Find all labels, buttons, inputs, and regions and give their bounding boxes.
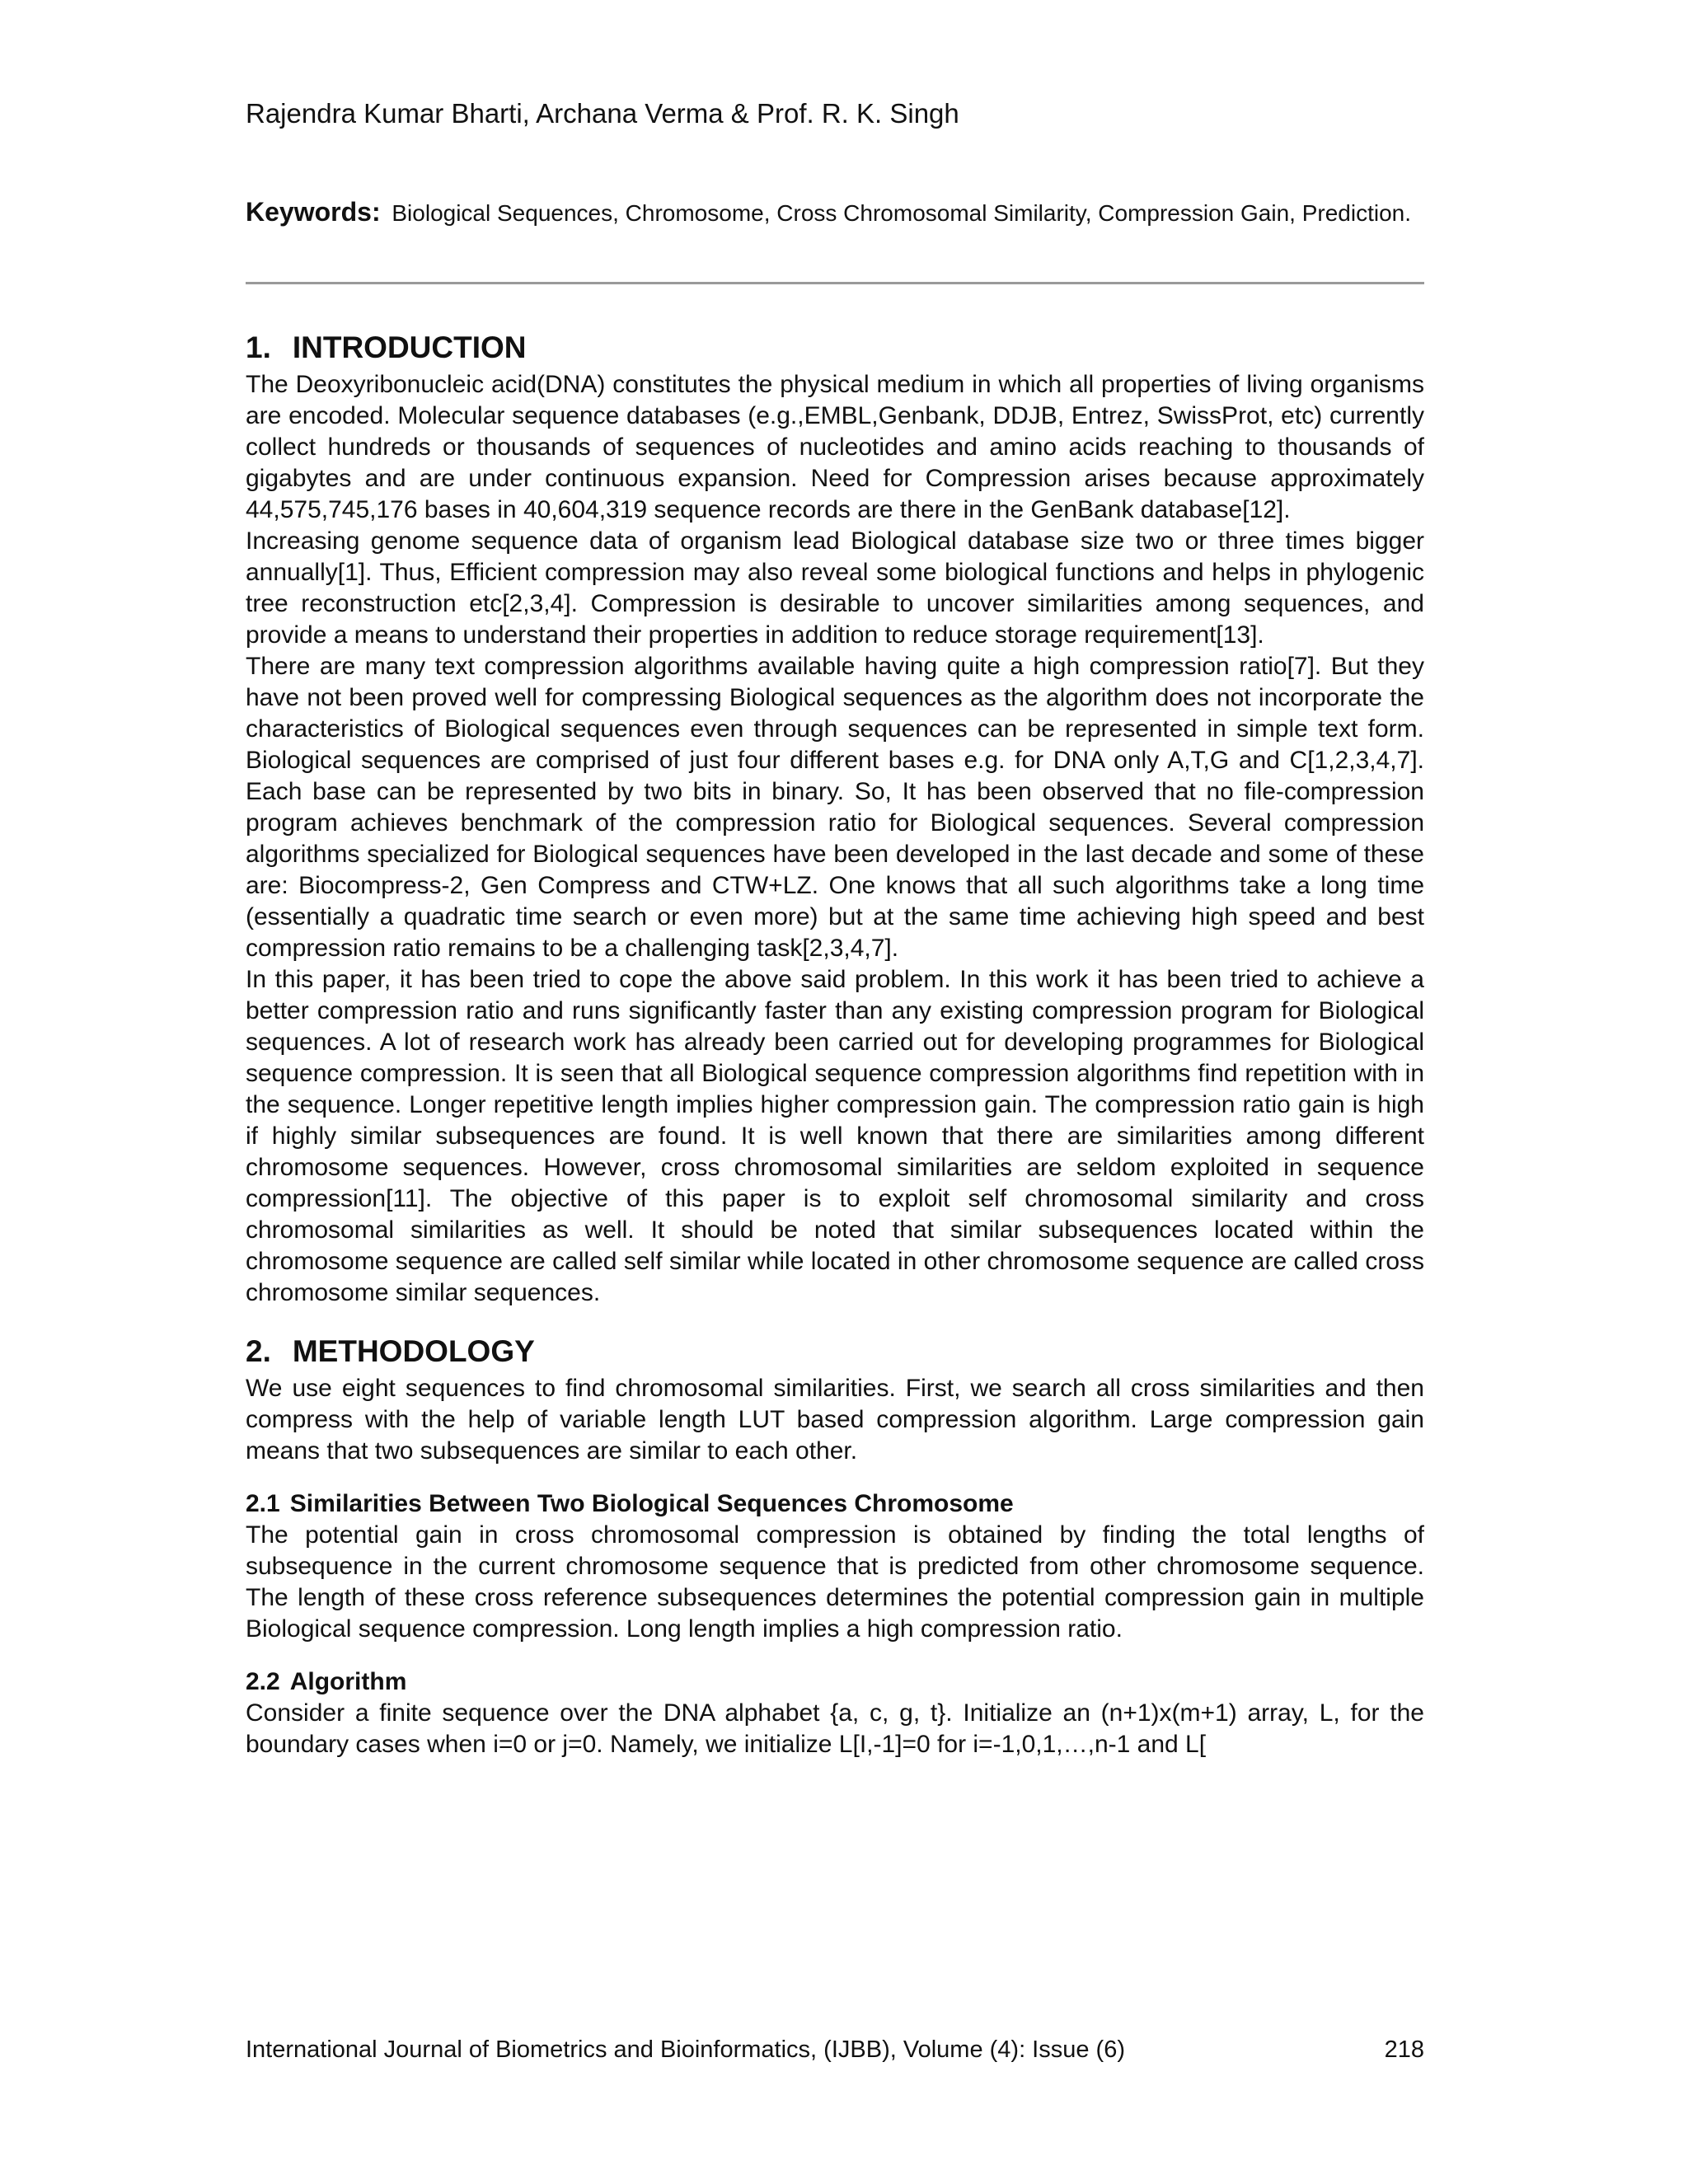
section-heading-introduction — [246, 326, 1424, 369]
subsection-heading-algorithm — [246, 1666, 1424, 1698]
algorithm-paragraph: Consider a finite sequence over the DNA alphabet {a, c, g, t}. Initialize an (n+1)x(m+1) array, L, for the boundary cases when i=0 or j=0. Namely, we initialize L[I,-1]=0 for i=-1,0,1,…,n-1 and L[ — [246, 1699, 1424, 1758]
keywords-block — [246, 196, 1424, 229]
intro-paragraph-4: In this paper, it has been tried to cope the above said problem. In this work it has been tried to achieve a better compression ratio and runs significantly faster than any existing compression program for Biological sequences. A lot of research work has already been carried out for developing programmes for Biological sequence compression. It is seen that all Biological sequence compression algorithms find repetition with in the sequence. Longer repetitive length implies higher compression gain. The compression ratio gain is high if highly similar subsequences are found. It is well known that there are similarities among different chromosome sequences. However, cross chromosomal similarities are seldom exploited in sequence compression[11]. The objective of this paper is to exploit self chromosomal similarity and cross chromosomal similarities as well. It should be noted that similar subsequences located within the chromosome sequence are called self similar while located in other chromosome sequence are called cross chromosome similar sequences. — [246, 966, 1424, 1306]
keywords-label: Keywords: — [246, 197, 381, 227]
subsection-spacer — [246, 1467, 1424, 1488]
methodology-paragraph: We use eight sequences to find chromosomal similarities. First, we search all cross similarities and then compress with the help of variable length LUT based compression algorithm. Large compression gain means that two subsequences are similar to each other. — [246, 1375, 1424, 1465]
page-number: 218 — [1384, 2036, 1424, 2063]
section-heading-methodology — [246, 1330, 1424, 1373]
section-title: METHODOLOGY — [292, 1334, 535, 1368]
subsection-spacer — [246, 1645, 1424, 1666]
section-number: 2. — [246, 1334, 271, 1368]
intro-paragraph-1: The Deoxyribonucleic acid(DNA) constitutes the physical medium in which all properties of living organisms are encoded. Molecular sequence databases (e.g.,EMBL,Genbank, DDJB, Entrez, SwissProt, etc) currently collect hundreds or thousands of sequences of nucleotides and amino acids reaching to thousands of gigabytes and are under continuous expansion. Need for Compression arises because approximately 44,575,745,176 bases in 40,604,319 sequence records are there in the GenBank database[12]. — [246, 371, 1424, 523]
header-divider — [246, 282, 1424, 284]
keywords-text: Biological Sequences, Chromosome, Cross Chromosomal Similarity, Compression Gain, Prediction. — [392, 200, 1411, 226]
subsection-number: 2.1 — [246, 1490, 280, 1517]
subsection-heading-similarities — [246, 1488, 1424, 1520]
section-title: INTRODUCTION — [292, 330, 527, 364]
similarities-paragraph: The potential gain in cross chromosomal compression is obtained by finding the total lengths of subsequence in the current chromosome sequence that is predicted from other chromosome sequence. The length of these cross reference subsequences determines the potential compression gain in multiple Biological sequence compression. Long length implies a high compression ratio. — [246, 1521, 1424, 1643]
footer-journal-citation: International Journal of Biometrics and Bioinformatics, (IJBB), Volume (4): Issue (6) — [246, 2036, 1125, 2063]
intro-paragraph-2: Increasing genome sequence data of organism lead Biological database size two or three times bigger annually[1]. Thus, Efficient compression may also reveal some biological functions and helps in phylogenic tree reconstruction etc[2,3,4]. Compression is desirable to uncover similarities among sequences, and provide a means to understand their properties in addition to reduce storage requirement[13]. — [246, 527, 1424, 649]
intro-paragraph-3: There are many text compression algorithms available having quite a high compression ratio[7]. But they have not been proved well for compressing Biological sequences as the algorithm does not incorporate the characteristics of Biological sequences even through sequences can be represented in simple text form. Biological sequences are comprised of just four different bases e.g. for DNA only A,T,G and C[1,2,3,4,7]. Each base can be represented by two bits in binary. So, It has been observed that no file-compression program achieves benchmark of the compression ratio for Biological sequences. Several compression algorithms specialized for Biological sequences have been developed in the last decade and some of these are: Biocompress-2, Gen Compress and CTW+LZ. One knows that all such algorithms take a long time (essentially a quadratic time search or even more) but at the same time achieving high speed and best compression ratio remains to be a challenging task[2,3,4,7]. — [246, 653, 1424, 962]
paper-page — [246, 0, 1424, 2184]
subsection-title: Algorithm — [289, 1668, 407, 1695]
subsection-title: Similarities Between Two Biological Sequences Chromosome — [289, 1490, 1014, 1517]
section-number: 1. — [246, 330, 271, 364]
running-head-authors: Rajendra Kumar Bharti, Archana Verma & Prof. R. K. Singh — [246, 98, 959, 129]
section-spacer — [246, 1309, 1424, 1330]
article-body — [246, 326, 1424, 1760]
subsection-number: 2.2 — [246, 1668, 280, 1695]
